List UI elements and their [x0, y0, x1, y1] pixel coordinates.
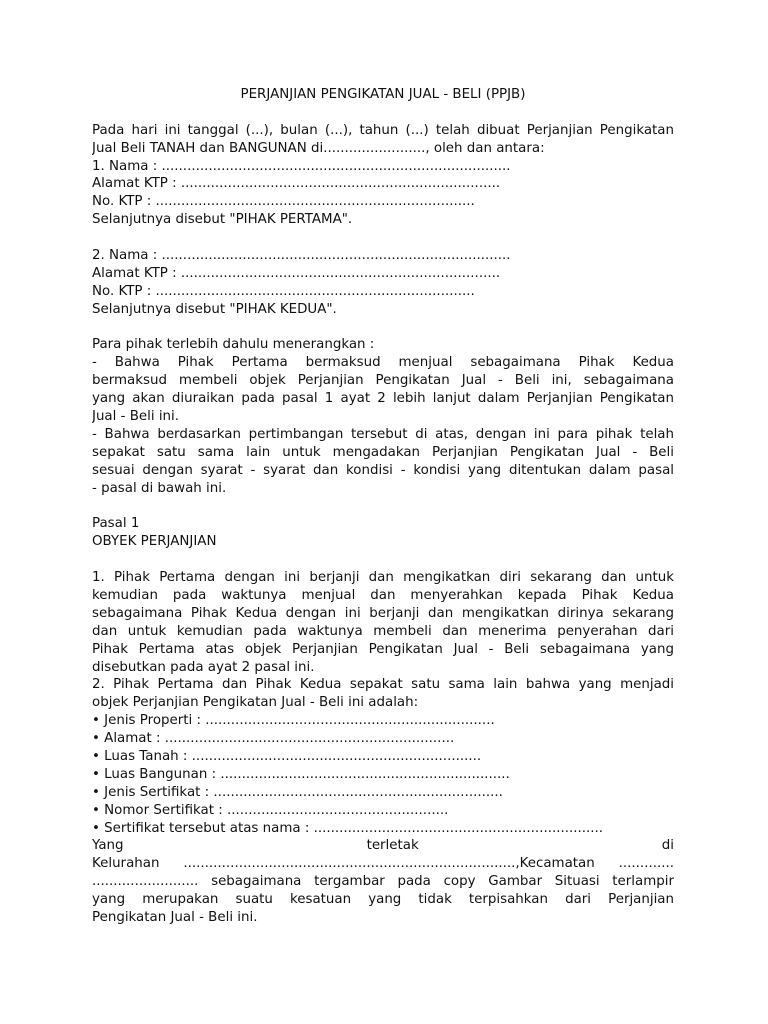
- pihak-pertama-alamat: Alamat KTP : ...........................................................................: [92, 176, 501, 192]
- spacer: [92, 229, 674, 247]
- bullet-atas-nama: • Sertifikat tersebut atas nama : ....................................................................: [92, 820, 604, 836]
- closing-line: Kelurahan ..............................................................................,Kecamatan .............: [92, 856, 674, 872]
- closing-line: ......................... sebagaimana tergambar pada copy Gambar Situasi terlampir: [92, 874, 674, 890]
- menerangkan-line: - Bahwa berdasarkan pertimbangan tersebut di atas, dengan ini para pihak telah: [92, 426, 674, 442]
- bullet-luas-bangunan: • Luas Bangunan : ....................................................................: [92, 766, 510, 782]
- pihak-kedua-nama: 2. Nama : ..................................................................................: [92, 248, 511, 264]
- document-title: PERJANJIAN PENGIKATAN JUAL - BELI (PPJB): [240, 87, 526, 102]
- spacer: [92, 497, 674, 515]
- pasal-heading: OBYEK PERJANJIAN: [92, 534, 217, 550]
- pihak-pertama-label: Selanjutnya disebut "PIHAK PERTAMA".: [92, 212, 353, 228]
- ayat1-line: sebagaimana Pihak Kedua dengan ini berjanji dan mengikatkan dirinya sekarang: [92, 605, 674, 621]
- menerangkan-line: yang akan diuraikan pada pasal 1 ayat 2 lebih lanjut dalam Perjanjian Pengikatan: [92, 391, 674, 407]
- pihak-pertama-nama: 1. Nama : ..................................................................................: [92, 158, 511, 174]
- ayat2-line: 2. Pihak Pertama dan Pihak Kedua sepakat satu sama lain bahwa yang menjadi: [92, 677, 674, 693]
- closing-line: yang merupakan suatu kesatuan yang tidak terpisahkan dari Perjanjian: [92, 892, 674, 908]
- closing-line: Pengikatan Jual - Beli ini.: [92, 909, 258, 925]
- bullet-alamat: • Alamat : ....................................................................: [92, 731, 455, 747]
- pihak-kedua-label: Selanjutnya disebut "PIHAK KEDUA".: [92, 301, 337, 317]
- ayat2-line: objek Perjanjian Pengikatan Jual - Beli ini adalah:: [92, 695, 419, 711]
- ayat1-line: Pihak Pertama atas objek Perjanjian Pengikatan Jual - Beli sebagaimana yang: [92, 641, 674, 657]
- ayat1-line: 1. Pihak Pertama dengan ini berjanji dan mengikatkan diri sekarang dan untuk: [92, 570, 674, 586]
- menerangkan-line: sesuai dengan syarat - syarat dan kondisi - kondisi yang ditentukan dalam pasal: [92, 462, 674, 478]
- intro-line: Pada hari ini tanggal (...), bulan (...), tahun (...) telah dibuat Perjanjian Pengikatan: [92, 122, 674, 138]
- intro-line: Jual Beli TANAH dan BANGUNAN di........................, oleh dan antara:: [92, 140, 545, 156]
- pihak-pertama-ktp: No. KTP : ...........................................................................: [92, 194, 475, 210]
- spacer: [92, 319, 674, 337]
- menerangkan-line: bermaksud membeli objek Perjanjian Pengikatan Jual - Beli ini, sebagaimana: [92, 373, 674, 389]
- ayat1-line: kemudian pada waktunya menjual dan menyerahkan kepada Pihak Kedua: [92, 587, 674, 603]
- document-page: [92, 86, 674, 927]
- menerangkan-line: - pasal di bawah ini.: [92, 480, 227, 496]
- spacer: [92, 104, 674, 122]
- closing-line: Yang terletak di: [92, 838, 674, 854]
- pasal-number: Pasal 1: [92, 516, 140, 532]
- bullet-nomor-sertifikat: • Nomor Sertifikat : ....................................................: [92, 802, 449, 818]
- menerangkan-line: sepakat satu sama lain untuk mengadakan Perjanjian Pengikatan Jual - Beli: [92, 444, 674, 460]
- spacer: [92, 551, 674, 569]
- ayat1-line: dan untuk kemudian pada waktunya membeli dan menerima penyerahan dari: [92, 623, 674, 639]
- bullet-jenis-sertifikat: • Jenis Sertifikat : ....................................................................: [92, 784, 503, 800]
- menerangkan-line: - Bahwa Pihak Pertama bermaksud menjual sebagaimana Pihak Kedua: [92, 355, 674, 371]
- menerangkan-line: Para pihak terlebih dahulu menerangkan :: [92, 337, 375, 353]
- pihak-kedua-alamat: Alamat KTP : ...........................................................................: [92, 265, 501, 281]
- pihak-kedua-ktp: No. KTP : ...........................................................................: [92, 283, 475, 299]
- ayat1-line: disebutkan pada ayat 2 pasal ini.: [92, 659, 315, 675]
- menerangkan-line: Jual - Beli ini.: [92, 409, 180, 425]
- bullet-jenis-properti: • Jenis Properti : ....................................................................: [92, 713, 495, 729]
- bullet-luas-tanah: • Luas Tanah : ....................................................................: [92, 748, 482, 764]
